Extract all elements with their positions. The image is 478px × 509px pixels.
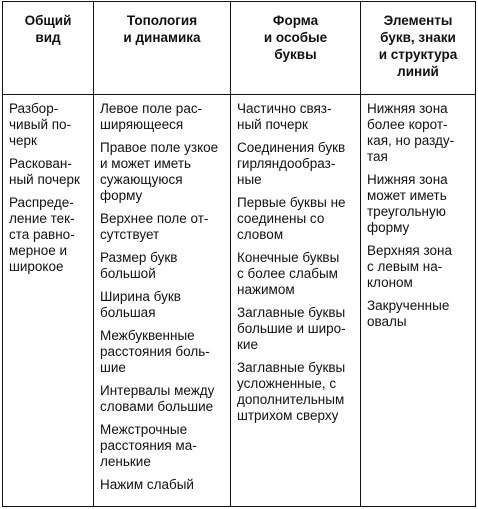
trait-line: с более слабым xyxy=(237,266,338,281)
trait-line: ные xyxy=(237,172,262,187)
trait-line: Соединения букв xyxy=(237,140,346,155)
trait-item xyxy=(100,140,225,204)
trait-line: и может иметь xyxy=(100,156,192,171)
trait-line: большие и широ- xyxy=(237,321,346,336)
document-page xyxy=(2,1,475,507)
trait-line: словом xyxy=(237,227,284,242)
trait-line: Закрученные xyxy=(367,298,450,313)
trait-line: Частично связ- xyxy=(237,101,332,116)
header-line: буквы xyxy=(274,47,317,62)
column-general-view xyxy=(3,95,94,507)
header-row xyxy=(3,2,476,95)
column-letter-elements xyxy=(361,95,476,507)
column-form-special-letters xyxy=(231,95,361,507)
trait-line: Нижняя зона xyxy=(367,101,448,116)
trait-line: треугольную xyxy=(367,204,446,219)
trait-line: Верхняя зона xyxy=(367,243,452,258)
trait-item xyxy=(100,477,225,493)
trait-item xyxy=(237,305,355,353)
trait-item xyxy=(100,422,225,470)
trait-line: ширяющееся xyxy=(100,117,184,132)
trait-line: ста равно- xyxy=(9,227,75,242)
trait-line: овалы xyxy=(367,314,407,329)
header-line: Элементы xyxy=(383,13,453,28)
trait-line: расстояния боль- xyxy=(100,344,210,359)
trait-line: форму xyxy=(100,188,143,203)
trait-line: чивый по- xyxy=(9,117,72,132)
trait-line: Правое поле узкое xyxy=(100,140,219,155)
header-general-view xyxy=(3,2,94,95)
trait-item xyxy=(100,101,225,133)
trait-item xyxy=(100,289,225,321)
trait-item xyxy=(9,101,88,149)
column-topology-dynamics xyxy=(94,95,231,507)
trait-line: ный почерк xyxy=(9,172,80,187)
trait-item xyxy=(367,172,470,236)
header-line: вид xyxy=(35,30,61,45)
trait-item xyxy=(237,101,355,133)
trait-line: Распреде- xyxy=(9,195,74,210)
trait-line: Нижняя зона xyxy=(367,172,448,187)
trait-line: Межбуквенные xyxy=(100,328,195,343)
trait-line: Верхнее поле от- xyxy=(100,211,209,226)
trait-line: Ширина букв xyxy=(100,289,181,304)
trait-item xyxy=(100,383,225,415)
header-line: и особые xyxy=(263,30,328,45)
trait-line: соединены со xyxy=(237,211,325,226)
trait-line: Первые буквы не xyxy=(237,195,346,210)
trait-item xyxy=(100,211,225,243)
header-line: Общий xyxy=(24,13,72,28)
trait-line: тая xyxy=(367,149,388,164)
trait-item xyxy=(100,250,225,282)
header-line: букв, знаки xyxy=(380,30,456,45)
header-letter-elements xyxy=(361,2,476,95)
trait-line: Левое поле рас- xyxy=(100,101,203,116)
trait-line: Нажим слабый xyxy=(100,477,194,492)
trait-line: словами большие xyxy=(100,399,214,414)
trait-line: клоном xyxy=(367,275,413,290)
trait-line: Заглавные буквы xyxy=(237,360,346,375)
trait-line: Интервалы между xyxy=(100,383,215,398)
header-line: Форма xyxy=(272,13,319,28)
trait-item xyxy=(367,101,470,165)
trait-line: Разбор- xyxy=(9,101,59,116)
header-line: линий xyxy=(397,64,439,79)
trait-line: Межстрочные xyxy=(100,422,188,437)
trait-line: ный почерк xyxy=(237,117,308,132)
trait-line: Размер букв xyxy=(100,250,178,265)
header-line: и динамика xyxy=(123,30,201,45)
trait-item xyxy=(237,140,355,188)
trait-line: Раскован- xyxy=(9,156,72,171)
trait-line: большая xyxy=(100,305,156,320)
trait-item xyxy=(9,195,88,275)
trait-line: с левым на- xyxy=(367,259,443,274)
trait-line: ление тек- xyxy=(9,211,75,226)
trait-line: дополнительным xyxy=(237,392,345,407)
trait-line: мерное и xyxy=(9,243,68,258)
header-line: Топология xyxy=(126,13,198,28)
trait-line: сужающуюся xyxy=(100,172,183,187)
handwriting-traits-table xyxy=(2,1,476,507)
trait-line: кая, но разду- xyxy=(367,133,455,148)
trait-line: Заглавные буквы xyxy=(237,305,346,320)
trait-line: гирляндообраз- xyxy=(237,156,336,171)
trait-line: штрихом сверху xyxy=(237,408,339,423)
trait-line: усложненные, с xyxy=(237,376,337,391)
trait-item xyxy=(367,298,470,330)
trait-item xyxy=(237,250,355,298)
trait-line: ленькие xyxy=(100,454,151,469)
trait-item xyxy=(237,195,355,243)
trait-line: может иметь xyxy=(367,188,447,203)
trait-item xyxy=(237,360,355,424)
trait-line: шие xyxy=(100,360,126,375)
trait-line: кие xyxy=(237,337,258,352)
trait-line: форму xyxy=(367,220,410,235)
trait-item xyxy=(9,156,88,188)
header-topology-dynamics xyxy=(94,2,231,95)
trait-item xyxy=(100,328,225,376)
header-form-special-letters xyxy=(231,2,361,95)
trait-line: расстояния ма- xyxy=(100,438,197,453)
trait-line: широкое xyxy=(9,259,64,274)
trait-line: Конечные буквы xyxy=(237,250,340,265)
trait-line: черк xyxy=(9,133,37,148)
trait-line: нажимом xyxy=(237,282,295,297)
trait-line: большой xyxy=(100,266,156,281)
trait-line: сутствует xyxy=(100,227,160,242)
body-row xyxy=(3,95,476,507)
trait-item xyxy=(367,243,470,291)
header-line: и структура xyxy=(378,47,458,62)
trait-line: более корот- xyxy=(367,117,448,132)
